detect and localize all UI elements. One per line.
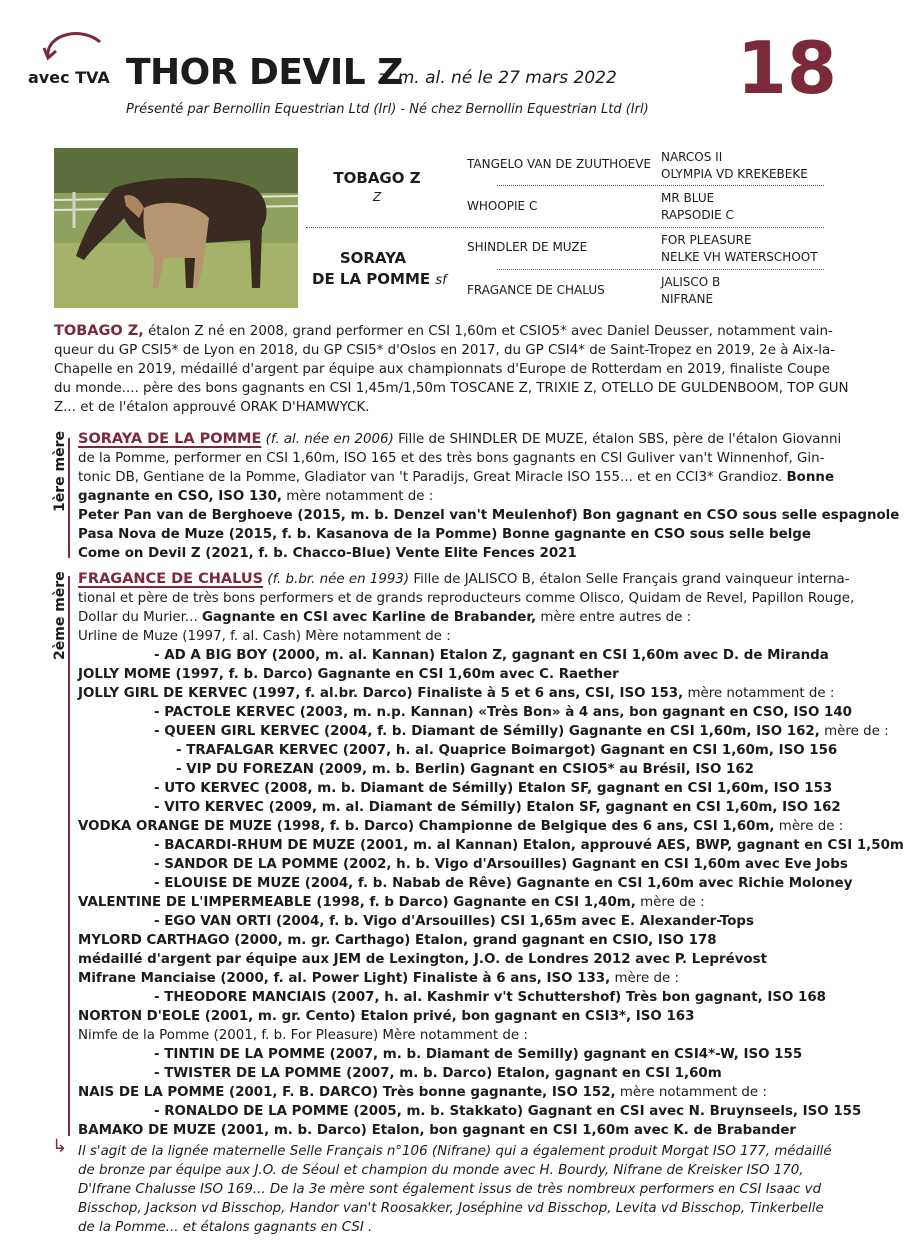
pedigree-g3-2: OLYMPIA VD KREKEBEKE — [661, 167, 808, 181]
produce-line: JOLLY GIRL DE KERVEC (1997, f. al.br. Darco) Finaliste à 5 et 6 ans, CSI, ISO 153, mère notamment de : — [78, 686, 835, 701]
produce-line: - QUEEN GIRL KERVEC (2004, f. b. Diamant de Sémilly) Gagnante en CSI 1,60m, ISO 162, mère de : — [154, 724, 889, 739]
pedigree-g3-5: FOR PLEASURE — [661, 233, 752, 247]
pedigree-dam-sire: SHINDLER DE MUZE — [467, 240, 588, 254]
produce-line: JOLLY MOME (1997, f. b. Darco) Gagnante en CSI 1,60m avec C. Raether — [78, 667, 619, 682]
produce-line: - TWISTER DE LA POMME (2007, m. b. Darco) Etalon, gagnant en CSI 1,60m — [154, 1066, 722, 1081]
pedigree-g3-7: JALISCO B — [661, 275, 721, 289]
pedigree-g3-1: NARCOS II — [661, 150, 723, 164]
dam-name-line1: SORAYA — [339, 249, 407, 267]
pedigree-g3-4: RAPSODIE C — [661, 208, 734, 222]
horse-name: THOR DEVIL Z — [126, 52, 403, 93]
produce-line: - VITO KERVEC (2009, m. al. Diamant de Sémilly) Etalon SF, gagnant en CSI 1,60m, ISO 162 — [154, 800, 841, 815]
pedigree-dam-dam: FRAGANCE DE CHALUS — [467, 283, 605, 297]
horse-description: z. m. al. né le 27 mars 2022 — [378, 68, 617, 88]
vat-label: avec TVA — [28, 68, 110, 87]
horse-photo — [54, 148, 298, 308]
second-dam-side-label: 2ème mère — [52, 571, 68, 660]
produce-line: - AD A BIG BOY (2000, m. al. Kannan) Etalon Z, gagnant en CSI 1,60m avec D. de Miranda — [154, 648, 829, 663]
produce-line: - VIP DU FOREZAN (2009, m. b. Berlin) Gagnant en CSIO5* au Brésil, ISO 162 — [176, 762, 754, 777]
produce-line: Nimfe de la Pomme (2001, f. b. For Pleasure) Mère notamment de : — [78, 1028, 528, 1043]
first-dam-name: SORAYA DE LA POMME — [78, 431, 262, 447]
produce-line: - ELOUISE DE MUZE (2004, f. b. Nabab de Rêve) Gagnante en CSI 1,60m avec Richie Moloney — [154, 876, 853, 891]
second-dam-name: FRAGANCE DE CHALUS — [78, 571, 264, 587]
pedigree-g3-6: NELKE VH WATERSCHOOT — [661, 250, 818, 264]
presented-by: Présenté par Bernollin Equestrian Ltd (Irl) - Né chez Bernollin Equestrian Ltd (Irl) — [126, 102, 649, 117]
produce-line: - RONALDO DE LA POMME (2005, m. b. Stakkato) Gagnant en CSI avec N. Bruynseels, ISO 155 — [154, 1104, 862, 1119]
produce-line: VODKA ORANGE DE MUZE (1998, f. b. Darco) Championne de Belgique des 6 ans, CSI 1,60m, mère de : — [78, 819, 844, 834]
produce-line: - TRAFALGAR KERVEC (2007, h. al. Quaprice Boimargot) Gagnant en CSI 1,60m, ISO 156 — [176, 743, 838, 758]
produce-line: - UTO KERVEC (2008, m. b. Diamant de Sémilly) Etalon SF, gagnant en CSI 1,60m, ISO 153 — [154, 781, 833, 796]
lot-number: 18 — [736, 26, 837, 110]
produce-line: - TINTIN DE LA POMME (2007, m. b. Diamant de Semilly) gagnant en CSI4*-W, ISO 155 — [154, 1047, 803, 1062]
dam-name-line2: DE LA POMME sf — [312, 270, 447, 288]
pedigree-divider — [306, 227, 824, 228]
produce-line: - THEODORE MANCIAIS (2007, h. al. Kashmir v't Schuttershof) Très bon gagnant, ISO 168 — [154, 990, 826, 1005]
produce-line: Peter Pan van de Berghoeve (2015, m. b. Denzel van't Meulenhof) Bon gagnant en CSO sous selle espagnole — [78, 508, 900, 523]
pedigree-sire-dam: WHOOPIE C — [467, 199, 538, 213]
pedigree-divider — [497, 185, 824, 186]
produce-line: VALENTINE DE L'IMPERMEABLE (1998, f. b Darco) Gagnante en CSI 1,40m, mère de : — [78, 895, 705, 910]
second-dam-section: FRAGANCE DE CHALUS (f. b.br. née en 1993) Fille de JALISCO B, étalon Selle Français grand vainqueur interna- tional et père de très bons performers et de grands reproducteurs comme Olisco, Quidam de Revel, Papillon Rouge, Dollar du Murier... Gagnante en CSI avec Karline de Brabander, mère entre autres de : Urline de Muze (1997, f. al. Cash) Mère notamment de : - AD A BIG BOY (2000, m. al. Kannan) Etalon Z, gagnant en CSI 1,60m avec D. de Miranda JOLLY MOME (1997, f. b. Darco) Gagnante en CSI 1,60m avec C. Raether JOLLY GIRL DE KERVEC (1997, f. al.br. Darco) Finaliste à 5 et 6 ans, CSI, ISO 153, mère notamment de : - PACTOLE KERVEC (2003, m. n.p. Kannan) «Très Bon» à 4 ans, bon gagnant en CSO, ISO 140 - QUEEN GIRL KERVEC (2004, f. b. Diamant de Sémilly) Gagnante en CSI 1,60m, ISO 162, mère de : - TRAFALGAR KERVEC (2007, h. al. Quaprice Boimargot) Gagnant en CSI 1,60m, ISO 156 - VIP DU FOREZAN (2009, m. b. Berlin) Gagnant en CSIO5* au Brésil, ISO 162 - UTO KERVEC (2008, m. b. Diamant de Sémilly) Etalon SF, gagnant en CSI 1,60m, ISO 153 - VITO KERVEC (2009, m. al. Diamant de Sémilly) Etalon SF, gagnant en CSI 1,60m, ISO 162 VODKA ORANGE DE MUZE (1998, f. b. Darco) Championne de Belgique des 6 ans, CSI 1,60m, mère de : - BACARDI-RHUM DE MUZE (2001, m. al Kannan) Etalon, approuvé AES, BWP, gagnant en CSI 1,50m - SANDOR DE LA POMME (2002, h. b. Vigo d'Arsouilles) Gagnant en CSI 1,60m avec Eve Jobs - ELOUISE DE MUZE (2004, f. b. Nabab de Rêve) Gagnante en CSI 1,60m avec Richie Moloney VALENTINE DE L'IMPERMEABLE (1998, f. b Darco) Gagnante en CSI 1,40m, mère de : - EGO VAN ORTI (2004, f. b. Vigo d'Arsouilles) CSI 1,65m avec E. Alexander-Tops MYLORD CARTHAGO (2000, m. gr. Carthago) Etalon, grand gagnant en CSIO, ISO 178 médaillé d'argent par équipe aux JEM de Lexington, J.O. de Londres 2012 avec P. Leprévost Mifrane Manciaise (2000, f. al. Power Light) Finaliste à 6 ans, ISO 133, mère de : - THEODORE MANCIAIS (2007, h. al. Kashmir v't Schuttershof) Très bon gagnant, ISO 168 NORTON D'EOLE (2001, m. gr. Cento) Etalon privé, bon gagnant en CSI3*, ISO 163 Nimfe de la Pomme (2001, f. b. For Pleasure) Mère notamment de : - TINTIN DE LA POMME (2007, m. b. Diamant de Semilly) gagnant en CSI4*-W, ISO 155 - TWISTER DE LA POMME (2007, m. b. Darco) Etalon, gagnant en CSI 1,60m NAIS DE LA POMME (2001, F. B. DARCO) Très bonne gagnante, ISO 152, mère notamment de : - RONALDO DE LA POMME (2005, m. b. Stakkato) Gagnant en CSI avec N. Bruynseels, ISO 155 BAMAKO DE MUZE (2001, m. b. Darco) Etalon, bon gagnant en CSI 1,60m avec K. de Brabander — [78, 571, 904, 1138]
produce-line: - EGO VAN ORTI (2004, f. b. Vigo d'Arsouilles) CSI 1,65m avec E. Alexander-Tops — [154, 914, 754, 929]
first-dam-section: SORAYA DE LA POMME (f. al. née en 2006) Fille de SHINDLER DE MUZE, étalon SBS, père de l'étalon Giovanni de la Pomme, performer en CSI 1,60m, ISO 165 et des très bons gagnants en CSI Guliver van't Winnenhof, Gin- tonic DB, Gentiane de la Pomme, Gladiator van 't Paradijs, Great Miracle ISO 155... et en CCI3* Grandioz. Bonne gagnante en CSO, ISO 130, mère notamment de : Peter Pan van de Berghoeve (2015, m. b. Denzel van't Meulenhof) Bon gagnant en CSO sous selle espagnole Pasa Nova de Muze (2015, f. b. Kasanova de la Pomme) Bonne gagnante en CSO sous selle belge Come on Devil Z (2021, f. b. Chacco-Blue) Vente Elite Fences 2021 — [78, 431, 900, 561]
produce-line: Mifrane Manciaise (2000, f. al. Power Light) Finaliste à 6 ans, ISO 133, mère de : — [78, 971, 679, 986]
pedigree-sire-sire: TANGELO VAN DE ZUUTHOEVE — [467, 157, 652, 171]
produce-line: - PACTOLE KERVEC (2003, m. n.p. Kannan) «Très Bon» à 4 ans, bon gagnant en CSO, ISO 140 — [154, 705, 852, 720]
return-arrow-icon: ↳ — [52, 1136, 68, 1157]
pedigree-g3-8: NIFRANE — [661, 292, 714, 306]
sire-paragraph: TOBAGO Z, étalon Z né en 2008, grand performer en CSI 1,60m et CSIO5* avec Daniel Deusser, notamment vain- queur du GP CSI5* de Lyon en 2018, du GP CSI5* d'Oslos en 2017, du GP CSI4* de Saint-Tropez en 2019, 2e à Aix-la- Chapelle en 2019, médaillé d'argent par équipe aux championnats d'Europe de Rotterdam en 2019, finaliste Coupe du monde.... père des bons gagnants en CSI 1,45m/1,50m TOSCANE Z, TRIXIE Z, OTELLO DE GULDENBOOM, TOP GUN Z... et de l'étalon approuvé ORAK D'HAMWYCK. — [54, 323, 849, 415]
pedigree-g3-3: MR BLUE — [661, 191, 715, 205]
produce-line: NAIS DE LA POMME (2001, F. B. DARCO) Très bonne gagnante, ISO 152, mère notamment de : — [78, 1085, 767, 1100]
produce-line: - SANDOR DE LA POMME (2002, h. b. Vigo d'Arsouilles) Gagnant en CSI 1,60m avec Eve Jobs — [154, 857, 848, 872]
curved-arrow-icon — [42, 26, 106, 66]
produce-line: Urline de Muze (1997, f. al. Cash) Mère notamment de : — [78, 629, 451, 644]
produce-line: MYLORD CARTHAGO (2000, m. gr. Carthago) Etalon, grand gagnant en CSIO, ISO 178 — [78, 933, 717, 948]
produce-line: Come on Devil Z (2021, f. b. Chacco-Blue) Vente Elite Fences 2021 — [78, 546, 577, 561]
second-dam-produce-list — [78, 627, 904, 1140]
first-dam-rule — [68, 438, 70, 558]
produce-line: NORTON D'EOLE (2001, m. gr. Cento) Etalon privé, bon gagnant en CSI3*, ISO 163 — [78, 1009, 695, 1024]
produce-line: médaillé d'argent par équipe aux JEM de Lexington, J.O. de Londres 2012 avec P. Leprévost — [78, 952, 767, 967]
produce-line: BAMAKO DE MUZE (2001, m. b. Darco) Etalon, bon gagnant en CSI 1,60m avec K. de Brabander — [78, 1123, 797, 1138]
second-dam-rule — [68, 576, 70, 1136]
first-dam-side-label: 1ère mère — [52, 431, 68, 512]
produce-line: Pasa Nova de Muze (2015, f. b. Kasanova de la Pomme) Bonne gagnante en CSO sous selle belge — [78, 527, 811, 542]
sire-studbook: Z — [372, 190, 382, 204]
maternal-line-note: Il s'agit de la lignée maternelle Selle Français n°106 (Nifrane) qui a également produit Morgat ISO 177, médaillé de bronze par équipe aux J.O. de Séoul et champion du monde avec H. Bourdy, Nifrane de Kreisker ISO 170, D'Ifrane Chalusse ISO 169... De la 3e mère sont également issus de très nombreux performers en CSI Isaac vd Bisschop, Jackson vd Bisschop, Handor van't Roosakker, Joséphine vd Bisschop, Levita vd Bisschop, Tinkerbelle de la Pomme... et étalons gagnants en CSI . — [78, 1144, 832, 1235]
sire-name: TOBAGO Z — [333, 169, 421, 187]
pedigree-divider — [497, 269, 824, 270]
sire-label: TOBAGO Z, — [54, 323, 144, 339]
produce-line: - BACARDI-RHUM DE MUZE (2001, m. al Kannan) Etalon, approuvé AES, BWP, gagnant en CSI 1,50m — [154, 838, 904, 853]
